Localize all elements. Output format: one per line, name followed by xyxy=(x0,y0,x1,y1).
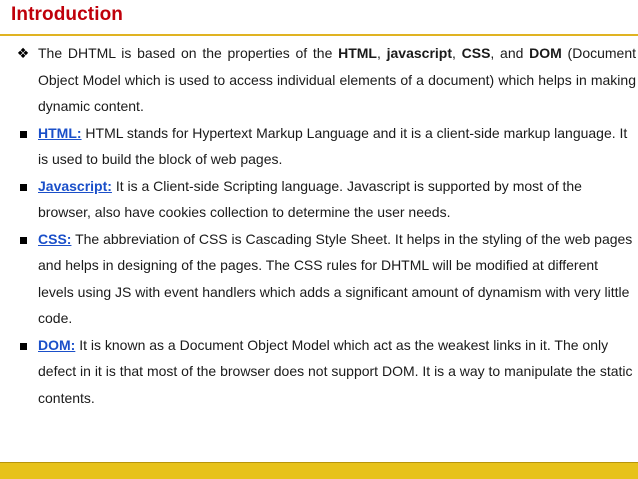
list-item-dom xyxy=(14,332,636,412)
item-text-html: HTML stands for Hypertext Markup Language and it is a client-side markup language. It is used to build the block of web pages. xyxy=(38,124,628,167)
keyword-css: CSS xyxy=(461,45,491,61)
list-item-javascript xyxy=(14,173,636,226)
term-link-dom[interactable]: DOM: xyxy=(38,336,76,353)
intro-sep-2: , xyxy=(452,45,462,61)
slide-title: Introduction xyxy=(11,4,124,25)
intro-text-post: (Document Object Model which is used to access individual elements of a document) which helps in making dynamic content. xyxy=(38,45,637,114)
intro-paragraph xyxy=(14,40,636,120)
keyword-javascript: javascript xyxy=(386,45,452,61)
item-text-css: The abbreviation of CSS is Cascading Style Sheet. It helps in the styling of the web pages and helps in designing of the pages. The CSS rules for DHTML will be modified at different levels using JS with event handlers which adds a significant amount of dynamism with very little code. xyxy=(38,230,633,326)
item-text-javascript: It is a Client-side Scripting language. Javascript is supported by most of the browser, also have cookies collection to determine the user needs. xyxy=(38,177,582,220)
diamond-bullet-icon: ❖ xyxy=(16,45,30,61)
term-link-html[interactable]: HTML: xyxy=(38,124,82,141)
intro-text-pre: The DHTML is based on the properties of the xyxy=(38,45,339,61)
intro-sep-1: , xyxy=(377,45,387,61)
square-bullet-icon xyxy=(20,343,27,350)
title-divider xyxy=(0,34,638,36)
term-link-css[interactable]: CSS: xyxy=(38,230,72,247)
list-item-css xyxy=(14,226,636,332)
square-bullet-icon xyxy=(20,131,27,138)
footer-bar xyxy=(0,462,638,479)
slide-content xyxy=(14,40,636,411)
square-bullet-icon xyxy=(20,184,27,191)
intro-sep-3: , and xyxy=(490,45,530,61)
item-text-dom: It is known as a Document Object Model which act as the weakest links in it. The only defect in it is that most of the browser does not support DOM. It is a way to manipulate the static contents. xyxy=(38,336,633,406)
square-bullet-icon xyxy=(20,237,27,244)
keyword-html: HTML xyxy=(338,45,377,61)
keyword-dom: DOM xyxy=(529,45,562,61)
list-item-html xyxy=(14,120,636,173)
term-link-javascript[interactable]: Javascript: xyxy=(38,177,112,194)
